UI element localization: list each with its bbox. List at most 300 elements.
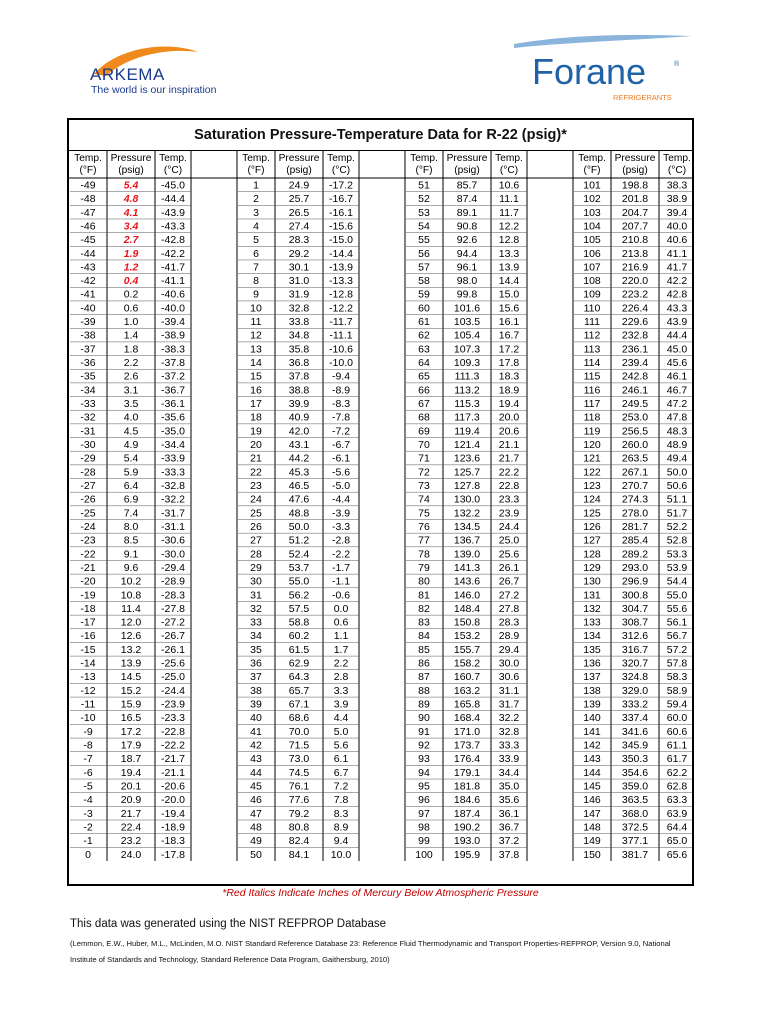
table-cell-temp-f: 105: [583, 234, 601, 247]
table-cell-temp-f: 56: [418, 247, 430, 260]
table-cell-temp-c: 64.4: [666, 821, 688, 834]
table-cell-temp-f: -36: [80, 357, 96, 370]
table-cell-temp-f: 11: [250, 316, 262, 329]
table-cell-pressure: 207.7: [621, 220, 649, 233]
table-cell-pressure: 0.2: [123, 288, 139, 301]
table-cell-temp-f: -5: [83, 780, 93, 793]
table-cell-temp-c: -8.3: [331, 398, 351, 411]
table-cell-temp-c: 45.6: [666, 357, 688, 370]
table-cell-temp-c: -12.8: [329, 288, 353, 301]
table-cell-temp-f: 32: [250, 602, 262, 615]
table-cell-temp-c: -41.1: [161, 275, 185, 288]
table-cell-pressure: 4.8: [123, 193, 139, 206]
table-cell-temp-c: 37.8: [498, 848, 520, 861]
table-cell-temp-c: -10.0: [329, 357, 353, 370]
table-cell-temp-c: 10.0: [330, 848, 352, 861]
table-cell-pressure: 4.0: [123, 411, 139, 424]
table-cell-temp-f: -27: [80, 479, 96, 492]
table-cell-temp-f: 38: [250, 684, 262, 697]
table-cell-pressure: 12.0: [120, 616, 142, 629]
table-cell-temp-c: 46.7: [666, 384, 688, 397]
forane-subtitle: REFRIGERANTS: [613, 93, 672, 102]
table-cell-temp-f: 108: [583, 275, 601, 288]
table-cell-temp-c: 54.4: [666, 575, 688, 588]
column-header: (°F): [583, 165, 601, 176]
table-cell-temp-c: 53.3: [666, 548, 688, 561]
table-cell-temp-f: -39: [80, 316, 96, 329]
table-cell-pressure: 201.8: [621, 193, 649, 206]
table-cell-temp-c: -31.7: [161, 507, 185, 520]
table-cell-temp-f: 145: [583, 780, 601, 793]
table-cell-temp-f: 26: [250, 520, 262, 533]
table-cell-temp-c: 53.9: [666, 561, 688, 574]
table-cell-temp-f: 83: [418, 616, 430, 629]
table-cell-temp-f: 43: [250, 753, 262, 766]
table-cell-temp-f: -33: [80, 398, 96, 411]
table-cell-temp-f: 73: [418, 479, 430, 492]
table-cell-temp-f: -6: [83, 766, 93, 779]
column-header: (psig): [454, 165, 480, 176]
table-cell-pressure: 153.2: [453, 630, 481, 643]
table-cell-pressure: 155.7: [453, 643, 481, 656]
table-cell-temp-c: -3.9: [331, 507, 351, 520]
table-cell-pressure: 226.4: [621, 302, 649, 315]
table-cell-temp-c: 35.6: [498, 794, 520, 807]
table-cell-temp-f: 18: [250, 411, 262, 424]
table-cell-pressure: 16.5: [120, 712, 142, 725]
table-cell-temp-f: -45: [80, 234, 96, 247]
table-cell-temp-c: 8.9: [333, 821, 349, 834]
table-cell-temp-c: -42.8: [161, 234, 185, 247]
table-cell-temp-c: -11.1: [329, 329, 353, 342]
table-cell-temp-f: 24: [250, 493, 262, 506]
table-cell-temp-c: 7.8: [333, 794, 349, 807]
table-cell-temp-c: 60.6: [666, 725, 688, 738]
table-cell-temp-c: -41.7: [161, 261, 185, 274]
table-cell-temp-c: -23.9: [161, 698, 185, 711]
table-cell-temp-f: 25: [250, 507, 262, 520]
table-cell-temp-c: -20.0: [161, 794, 185, 807]
table-cell-pressure: 65.7: [288, 684, 310, 697]
table-cell-temp-c: 32.2: [498, 712, 520, 725]
table-cell-temp-f: 37: [250, 671, 262, 684]
table-cell-temp-f: 96: [418, 794, 430, 807]
table-cell-temp-f: -15: [80, 643, 96, 656]
table-cell-pressure: 296.9: [621, 575, 649, 588]
table-cell-pressure: 1.2: [123, 261, 139, 274]
table-cell-pressure: 98.0: [456, 275, 478, 288]
table-cell-temp-f: 147: [583, 807, 601, 820]
table-cell-pressure: 278.0: [621, 507, 649, 520]
table-cell-temp-c: 11.7: [499, 206, 519, 219]
table-cell-temp-f: 82: [418, 602, 430, 615]
table-cell-temp-c: 40.0: [666, 220, 688, 233]
table-cell-pressure: 2.2: [123, 357, 139, 370]
table-cell-temp-c: 30.0: [498, 657, 520, 670]
table-cell-temp-c: -8.9: [331, 384, 351, 397]
table-cell-temp-c: -22.8: [161, 725, 185, 738]
table-cell-pressure: 51.2: [288, 534, 310, 547]
table-cell-temp-f: -19: [80, 589, 96, 602]
table-cell-temp-f: 0: [85, 848, 91, 861]
table-cell-pressure: 85.7: [456, 179, 478, 192]
table-cell-pressure: 44.2: [288, 452, 310, 465]
forane-logo: [510, 32, 700, 104]
table-cell-pressure: 260.0: [621, 439, 649, 451]
table-cell-temp-c: 58.3: [666, 671, 688, 684]
table-cell-temp-f: 112: [583, 329, 601, 342]
table-cell-pressure: 308.7: [621, 616, 649, 629]
table-cell-pressure: 2.6: [123, 370, 139, 383]
table-cell-temp-c: 65.6: [666, 848, 688, 861]
table-cell-pressure: 96.1: [456, 261, 478, 274]
table-cell-temp-f: -46: [80, 220, 96, 233]
table-cell-temp-c: -21.7: [161, 753, 185, 766]
table-cell-temp-f: 81: [418, 589, 430, 602]
table-cell-pressure: 15.9: [120, 698, 142, 711]
table-cell-pressure: 158.2: [453, 657, 481, 670]
table-cell-pressure: 216.9: [621, 261, 649, 274]
table-cell-pressure: 56.2: [288, 589, 310, 602]
table-cell-temp-c: 41.1: [666, 247, 688, 260]
table-title: Saturation Pressure-Temperature Data for R-22 (psig)*: [69, 120, 692, 151]
table-cell-pressure: 132.2: [453, 507, 481, 520]
table-cell-temp-f: 64: [418, 357, 430, 370]
table-cell-pressure: 62.9: [288, 657, 310, 670]
table-cell-temp-c: -18.9: [161, 821, 185, 834]
table-cell-temp-f: 130: [583, 575, 601, 588]
table-cell-temp-c: -35.0: [161, 425, 185, 438]
table-cell-temp-c: 43.9: [666, 316, 688, 329]
table-cell-temp-f: 5: [253, 234, 259, 247]
table-cell-temp-c: -14.4: [329, 247, 353, 260]
pt-table: [67, 118, 694, 886]
registered-mark: ®: [674, 61, 680, 68]
table-cell-temp-f: 131: [583, 589, 601, 602]
table-cell-temp-f: 92: [418, 739, 430, 752]
table-cell-temp-f: 120: [583, 439, 601, 451]
table-cell-temp-c: 47.8: [666, 411, 688, 424]
table-cell-temp-f: 100: [415, 848, 433, 861]
table-cell-pressure: 239.4: [621, 357, 649, 370]
table-cell-pressure: 12.6: [120, 630, 142, 643]
table-cell-temp-c: -26.7: [161, 630, 185, 643]
table-cell-pressure: 0.6: [123, 302, 139, 315]
table-cell-temp-f: 121: [583, 452, 601, 465]
table-cell-temp-c: 51.1: [666, 493, 688, 506]
table-cell-temp-c: -30.6: [161, 534, 185, 547]
table-cell-temp-c: 39.4: [666, 206, 688, 219]
table-cell-temp-c: 29.4: [498, 643, 520, 656]
column-header: (°C): [499, 165, 519, 176]
table-cell-temp-f: 135: [583, 643, 601, 656]
table-cell-temp-c: -43.3: [161, 220, 185, 233]
table-cell-temp-f: -23: [80, 534, 96, 547]
table-cell-pressure: 103.5: [453, 316, 481, 329]
table-cell-temp-f: -1: [83, 835, 93, 848]
table-cell-pressure: 31.0: [288, 275, 310, 288]
table-cell-temp-f: 125: [583, 507, 601, 520]
table-cell-pressure: 8.5: [123, 534, 139, 547]
table-cell-pressure: 121.4: [453, 439, 481, 451]
table-cell-temp-c: 55.0: [666, 589, 688, 602]
table-cell-pressure: 13.9: [120, 657, 142, 670]
table-cell-temp-c: 1.1: [333, 630, 349, 643]
table-cell-pressure: 113.2: [454, 384, 480, 397]
pt-table-grid: [69, 150, 692, 884]
table-cell-pressure: 82.4: [288, 835, 310, 848]
table-cell-pressure: 11.4: [121, 602, 141, 615]
table-cell-pressure: 28.3: [288, 234, 310, 247]
table-cell-temp-f: -3: [83, 807, 93, 820]
table-cell-pressure: 92.6: [456, 234, 478, 247]
table-cell-temp-f: 27: [250, 534, 262, 547]
table-cell-pressure: 48.8: [288, 507, 310, 520]
table-cell-pressure: 36.8: [288, 357, 310, 370]
table-cell-temp-f: 148: [583, 821, 601, 834]
table-cell-temp-f: 94: [418, 766, 430, 779]
table-cell-temp-c: 13.9: [498, 261, 520, 274]
table-cell-pressure: 47.6: [288, 493, 310, 506]
table-cell-temp-f: 15: [250, 370, 262, 383]
table-cell-temp-c: -28.3: [161, 589, 185, 602]
forane-wordmark: Forane: [532, 51, 647, 92]
table-cell-temp-f: -35: [80, 370, 96, 383]
column-header: Temp.: [327, 153, 355, 164]
table-cell-temp-c: 43.3: [666, 302, 688, 315]
table-cell-pressure: 17.2: [120, 725, 142, 738]
table-cell-temp-f: -47: [80, 206, 96, 219]
table-cell-temp-c: 26.7: [498, 575, 520, 588]
table-cell-temp-f: 143: [583, 753, 601, 766]
table-cell-pressure: 176.4: [453, 753, 481, 766]
table-cell-temp-f: 106: [583, 247, 601, 260]
table-cell-pressure: 193.0: [453, 835, 481, 848]
table-cell-temp-f: 93: [418, 753, 430, 766]
table-cell-pressure: 359.0: [621, 780, 649, 793]
table-cell-pressure: 229.6: [621, 316, 649, 329]
table-cell-temp-f: 69: [418, 425, 430, 438]
table-cell-temp-c: 24.4: [498, 520, 520, 533]
table-cell-temp-c: 41.7: [666, 261, 688, 274]
table-cell-temp-c: 33.9: [498, 753, 520, 766]
table-cell-temp-f: 30: [250, 575, 262, 588]
table-cell-temp-c: 6.7: [333, 766, 349, 779]
table-cell-temp-f: 61: [418, 316, 430, 329]
table-cell-pressure: 125.7: [453, 466, 481, 479]
table-cell-temp-c: 12.8: [498, 234, 520, 247]
table-cell-temp-f: -17: [80, 616, 96, 629]
table-cell-pressure: 293.0: [621, 561, 649, 574]
table-cell-temp-c: 4.4: [333, 712, 349, 725]
table-cell-temp-c: -32.8: [161, 479, 185, 492]
table-cell-temp-c: 2.2: [333, 657, 349, 670]
table-cell-temp-f: 54: [418, 220, 430, 233]
table-cell-temp-c: 5.0: [333, 725, 349, 738]
table-cell-temp-c: 28.9: [498, 630, 520, 643]
table-cell-temp-f: 22: [250, 466, 262, 479]
table-cell-temp-f: 87: [418, 671, 430, 684]
table-cell-temp-f: -13: [80, 671, 96, 684]
table-cell-temp-c: -1.7: [331, 561, 351, 574]
table-cell-temp-c: 28.3: [498, 616, 520, 629]
table-cell-pressure: 274.3: [621, 493, 649, 506]
source-note: This data was generated using the NIST REFPROP Database: [70, 918, 386, 930]
table-cell-temp-c: 10.6: [498, 179, 520, 192]
table-cell-temp-c: 23.9: [498, 507, 520, 520]
table-cell-pressure: 289.2: [621, 548, 649, 561]
table-cell-pressure: 204.7: [621, 206, 649, 219]
column-header: Temp.: [242, 153, 270, 164]
table-cell-pressure: 168.4: [453, 712, 481, 725]
table-cell-pressure: 3.5: [123, 398, 139, 411]
table-cell-pressure: 79.2: [288, 807, 310, 820]
table-cell-temp-f: -8: [83, 739, 93, 752]
column-header: Temp.: [410, 153, 438, 164]
table-cell-temp-f: -48: [80, 193, 96, 206]
table-cell-pressure: 10.8: [120, 589, 142, 602]
table-cell-temp-f: 144: [583, 766, 601, 779]
table-cell-pressure: 5.9: [123, 466, 139, 479]
table-cell-temp-f: -32: [80, 411, 96, 424]
table-cell-pressure: 38.8: [288, 384, 310, 397]
table-cell-pressure: 173.7: [453, 739, 481, 752]
table-cell-temp-f: 102: [583, 193, 601, 206]
table-cell-temp-f: -12: [80, 684, 96, 697]
table-cell-temp-f: 40: [250, 712, 262, 725]
table-cell-temp-c: -38.9: [161, 329, 185, 342]
table-cell-pressure: 263.5: [621, 452, 649, 465]
table-cell-temp-f: 84: [418, 630, 430, 643]
table-cell-temp-f: 3: [253, 206, 259, 219]
table-cell-temp-f: 124: [583, 493, 601, 506]
table-cell-temp-f: 110: [583, 302, 601, 315]
table-cell-pressure: 333.2: [621, 698, 649, 711]
table-cell-temp-c: -16.1: [329, 206, 353, 219]
table-cell-temp-f: 133: [583, 616, 601, 629]
table-cell-temp-c: 40.6: [666, 234, 688, 247]
table-cell-temp-f: 118: [583, 411, 601, 424]
table-cell-temp-f: 142: [583, 739, 601, 752]
table-cell-temp-c: -15.0: [329, 234, 353, 247]
table-cell-temp-f: 6: [253, 247, 259, 260]
table-cell-pressure: 171.0: [453, 725, 481, 738]
table-cell-temp-c: -40.6: [161, 288, 185, 301]
table-cell-temp-c: 38.3: [666, 179, 688, 192]
table-cell-temp-c: -31.1: [161, 520, 185, 533]
table-cell-temp-c: 11.1: [499, 193, 519, 206]
table-cell-temp-c: 21.7: [498, 452, 520, 465]
table-cell-temp-f: 97: [418, 807, 430, 820]
table-cell-pressure: 0.4: [123, 275, 139, 288]
table-cell-temp-c: -17.2: [329, 179, 353, 192]
table-cell-temp-f: 55: [418, 234, 430, 247]
table-cell-temp-f: -9: [83, 725, 93, 738]
table-cell-temp-c: 57.2: [666, 643, 688, 656]
table-cell-pressure: 68.6: [288, 712, 310, 725]
table-cell-temp-f: 122: [583, 466, 601, 479]
table-cell-temp-f: 119: [583, 425, 601, 438]
table-cell-temp-c: -11.7: [329, 316, 353, 329]
table-cell-temp-c: 17.2: [498, 343, 520, 356]
table-cell-pressure: 249.5: [621, 398, 649, 411]
table-cell-temp-f: 58: [418, 275, 430, 288]
table-cell-temp-f: 48: [250, 821, 262, 834]
table-cell-temp-f: 76: [418, 520, 430, 533]
table-cell-pressure: 163.2: [453, 684, 481, 697]
table-cell-temp-c: -28.9: [161, 575, 185, 588]
table-cell-temp-c: 18.9: [498, 384, 520, 397]
table-cell-temp-f: 146: [583, 794, 601, 807]
table-cell-temp-c: 65.0: [666, 835, 688, 848]
table-cell-temp-f: 31: [250, 589, 262, 602]
table-cell-pressure: 345.9: [621, 739, 649, 752]
table-cell-temp-f: 16: [250, 384, 262, 397]
table-cell-pressure: 2.7: [123, 234, 139, 247]
table-cell-temp-c: 22.8: [498, 479, 520, 492]
table-cell-pressure: 316.7: [621, 643, 649, 656]
table-cell-temp-c: 52.8: [666, 534, 688, 547]
table-cell-temp-c: -0.6: [331, 589, 351, 602]
table-cell-temp-f: 86: [418, 657, 430, 670]
table-cell-temp-f: -21: [80, 561, 96, 574]
table-cell-temp-f: 53: [418, 206, 430, 219]
table-cell-temp-f: -28: [80, 466, 96, 479]
table-cell-temp-f: 60: [418, 302, 430, 315]
table-cell-temp-f: -7: [83, 753, 93, 766]
table-cell-temp-c: 8.3: [333, 807, 349, 820]
table-cell-pressure: 5.4: [123, 179, 139, 192]
table-cell-temp-c: 44.4: [666, 329, 688, 342]
table-cell-pressure: 14.5: [120, 671, 142, 684]
table-cell-temp-c: 48.3: [666, 425, 688, 438]
table-cell-pressure: 57.5: [288, 602, 310, 615]
column-header: (°C): [331, 165, 351, 176]
table-cell-temp-c: -29.4: [161, 561, 185, 574]
table-cell-pressure: 134.5: [453, 520, 481, 533]
table-cell-temp-f: -37: [80, 343, 96, 356]
table-cell-pressure: 25.7: [288, 193, 310, 206]
table-cell-pressure: 281.7: [621, 520, 649, 533]
table-cell-temp-c: -43.9: [161, 206, 185, 219]
table-cell-pressure: 26.5: [288, 206, 310, 219]
table-cell-pressure: 30.1: [288, 261, 310, 274]
table-cell-temp-f: 74: [418, 493, 430, 506]
table-cell-temp-c: 49.4: [666, 452, 688, 465]
table-cell-temp-c: 62.2: [666, 766, 688, 779]
table-cell-temp-c: 33.3: [498, 739, 520, 752]
table-cell-temp-f: 34: [250, 630, 262, 643]
table-cell-temp-f: -43: [80, 261, 96, 274]
table-cell-pressure: 198.8: [621, 179, 649, 192]
column-header: Pressure: [446, 153, 488, 164]
table-cell-temp-f: 90: [418, 712, 430, 725]
table-cell-temp-f: 138: [583, 684, 601, 697]
table-cell-pressure: 22.4: [120, 821, 142, 834]
table-cell-temp-f: 134: [583, 630, 601, 643]
table-cell-pressure: 337.4: [621, 712, 649, 725]
table-cell-temp-f: 113: [583, 343, 601, 356]
table-cell-pressure: 52.4: [288, 548, 310, 561]
table-cell-temp-f: 77: [418, 534, 430, 547]
table-cell-temp-c: -34.4: [161, 439, 185, 451]
table-cell-temp-c: -37.8: [161, 357, 185, 370]
table-cell-pressure: 84.1: [288, 848, 310, 861]
table-cell-temp-c: 30.6: [498, 671, 520, 684]
table-cell-pressure: 15.2: [120, 684, 142, 697]
table-cell-pressure: 9.1: [123, 548, 139, 561]
table-cell-pressure: 3.1: [123, 384, 139, 397]
